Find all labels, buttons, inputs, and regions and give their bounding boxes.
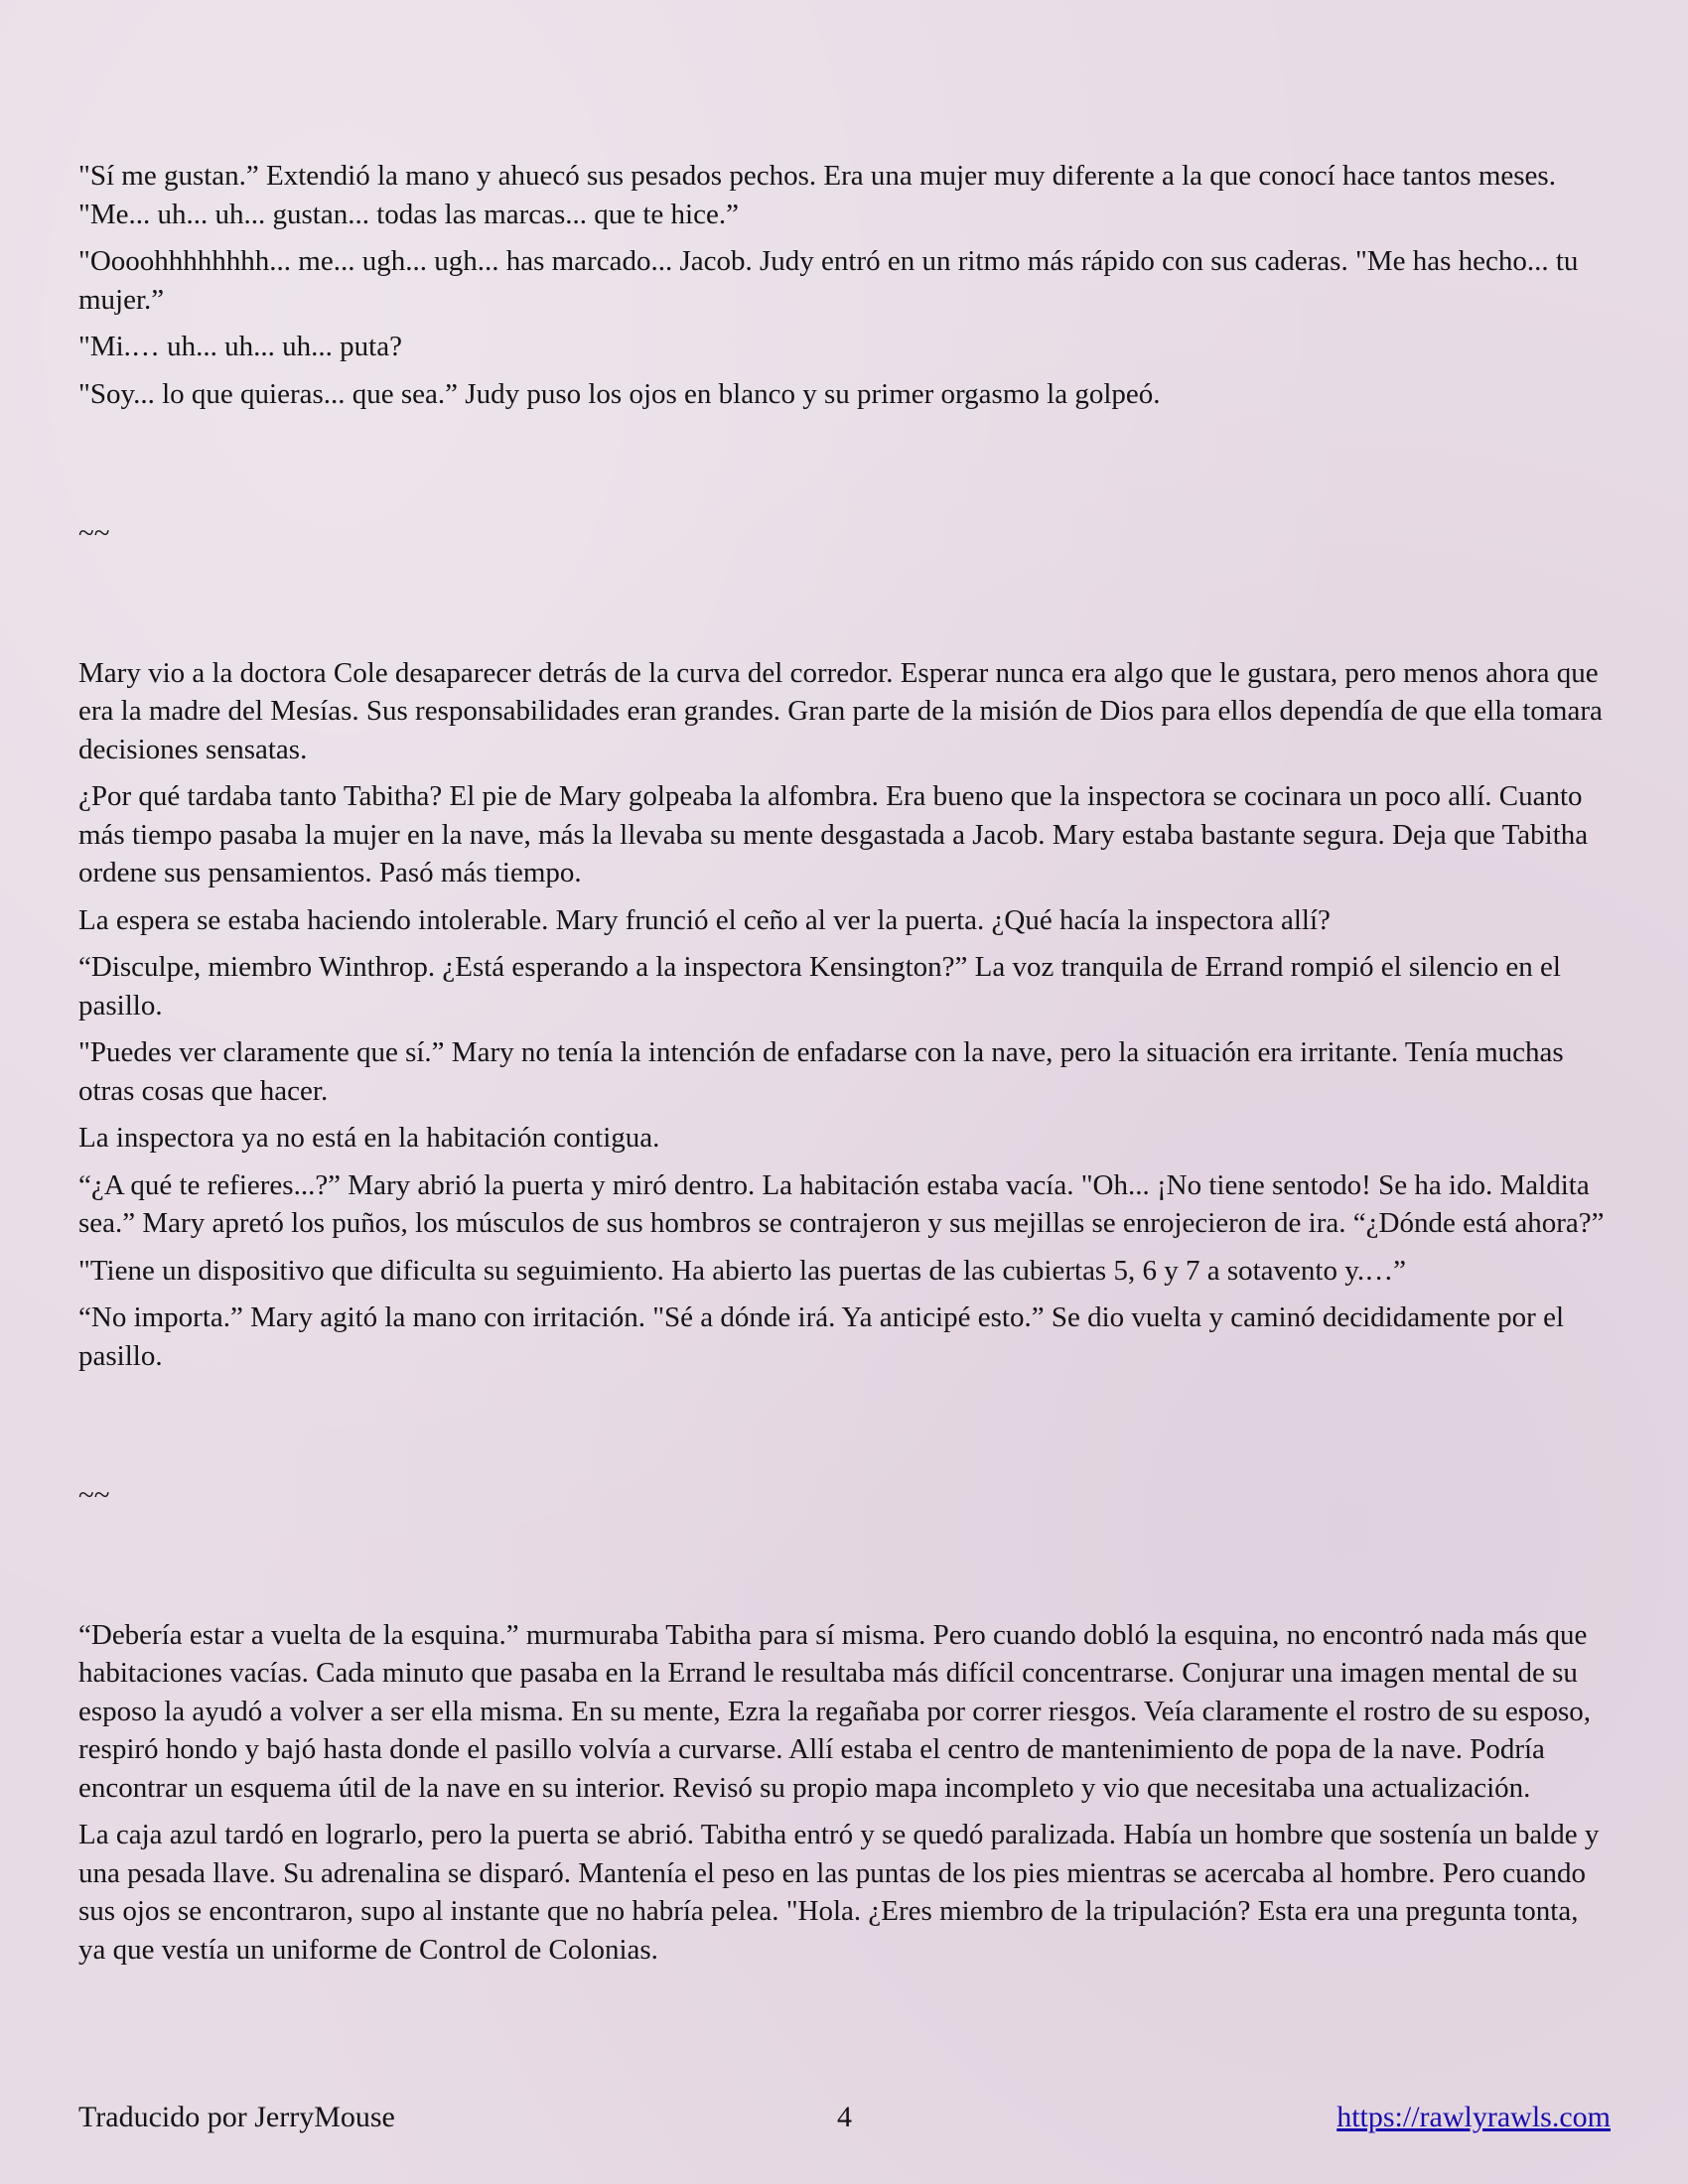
paragraph: "Sí me gustan.” Extendió la mano y ahuecó sus pesados pechos. Era una mujer muy diferente a la que conocí hace tantos meses. "Me... uh... uh... gustan... todas las marcas... que te hice.” bbox=[78, 160, 1556, 230]
section-separator: ~~ bbox=[78, 1479, 110, 1511]
paragraph: La inspectora ya no está en la habitación contigua. bbox=[78, 1122, 660, 1154]
section-separator: ~~ bbox=[78, 517, 110, 549]
paragraph: La espera se estaba haciendo intolerable. Mary frunció el ceño al ver la puerta. ¿Qué hacía la inspectora allí? bbox=[78, 903, 1331, 936]
paragraph: “¿A qué te refieres...?” Mary abrió la puerta y miró dentro. La habitación estaba vacía. "Oh... ¡No tiene sentodo! Se ha ido. Maldita sea.” Mary apretó los puños, los músculos de sus hombros se contrajeron y sus mejillas se enrojecieron de ira. “¿Dónde está ahora?” bbox=[78, 1168, 1605, 1239]
page-number: 4 bbox=[837, 2101, 852, 2133]
paragraph: “Disculpe, miembro Winthrop. ¿Está esperando a la inspectora Kensington?” La voz tranquila de Errand rompió el silencio en el pasillo. bbox=[78, 951, 1561, 1022]
translator-credit: Traducido por JerryMouse bbox=[78, 2101, 395, 2133]
paragraph: "Oooohhhhhhhh... me... ugh... ugh... has marcado... Jacob. Judy entró en un ritmo más rápido con sus caderas. "Me has hecho... tu mujer.” bbox=[78, 245, 1579, 316]
paragraph: “No importa.” Mary agitó la mano con irritación. "Sé a dónde irá. Ya anticipé esto.” Se dio vuelta y caminó decididamente por el pasillo. bbox=[78, 1301, 1565, 1372]
paragraph: "Mi.… uh... uh... uh... puta? bbox=[78, 331, 402, 362]
paragraph: "Tiene un dispositivo que dificulta su seguimiento. Ha abierto las puertas de las cubiertas 5, 6 y 7 a sotavento y.…” bbox=[78, 1254, 1406, 1287]
website-link[interactable]: https://rawlyrawls.com bbox=[1336, 2101, 1611, 2133]
page-body bbox=[78, 157, 1611, 1978]
paragraph: "Soy... lo que quieras... que sea.” Judy puso los ojos en blanco y su primer orgasmo la golpeó. bbox=[78, 377, 1161, 410]
paragraph: Mary vio a la doctora Cole desaparecer detrás de la curva del corredor. Esperar nunca era algo que le gustara, pero menos ahora que era la madre del Mesías. Sus responsabilidades eran grandes. Gran parte de la misión de Dios para ellos dependía de que ella tomara decisiones sensatas. bbox=[78, 656, 1603, 765]
paragraph: ¿Por qué tardaba tanto Tabitha? El pie de Mary golpeaba la alfombra. Era bueno que la inspectora se cocinara un poco allí. Cuanto más tiempo pasaba la mujer en la nave, más la llevaba su mente desgastada a Jacob. Mary estaba bastante segura. Deja que Tabitha ordene sus pensamientos. Pasó más tiempo. bbox=[78, 780, 1589, 888]
paragraph: La caja azul tardó en lograrlo, pero la puerta se abrió. Tabitha entró y se quedó paralizada. Había un hombre que sostenía un balde y una pesada llave. Su adrenalina se disparó. Mantenía el peso en las puntas de los pies mientras se acercaba al hombre. Pero cuando sus ojos se encontraron, supo al instante que no habría pelea. "Hola. ¿Eres miembro de la tripulación? Esta era una pregunta tonta, ya que vestía un uniforme de Control de Colonias. bbox=[78, 1819, 1600, 1966]
paragraph: "Puedes ver claramente que sí.” Mary no tenía la intención de enfadarse con la nave, pero la situación era irritante. Tenía muchas otras cosas que hacer. bbox=[78, 1036, 1564, 1107]
page-footer bbox=[78, 2101, 1611, 2134]
paragraph: “Debería estar a vuelta de la esquina.” murmuraba Tabitha para sí misma. Pero cuando dobló la esquina, no encontró nada más que habitaciones vacías. Cada minuto que pasaba en la Errand le resultaba más difícil concentrarse. Conjurar una imagen mental de su esposo la ayudó a volver a ser ella misma. En su mente, Ezra la regañaba por correr riesgos. Veía claramente el rostro de su esposo, respiró hondo y bajó hasta donde el pasillo volvía a curvarse. Allí estaba el centro de mantenimiento de popa de la nave. Podría encontrar un esquema útil de la nave en su interior. Revisó su propio mapa incompleto y vio que necesitaba una actualización. bbox=[78, 1618, 1592, 1804]
